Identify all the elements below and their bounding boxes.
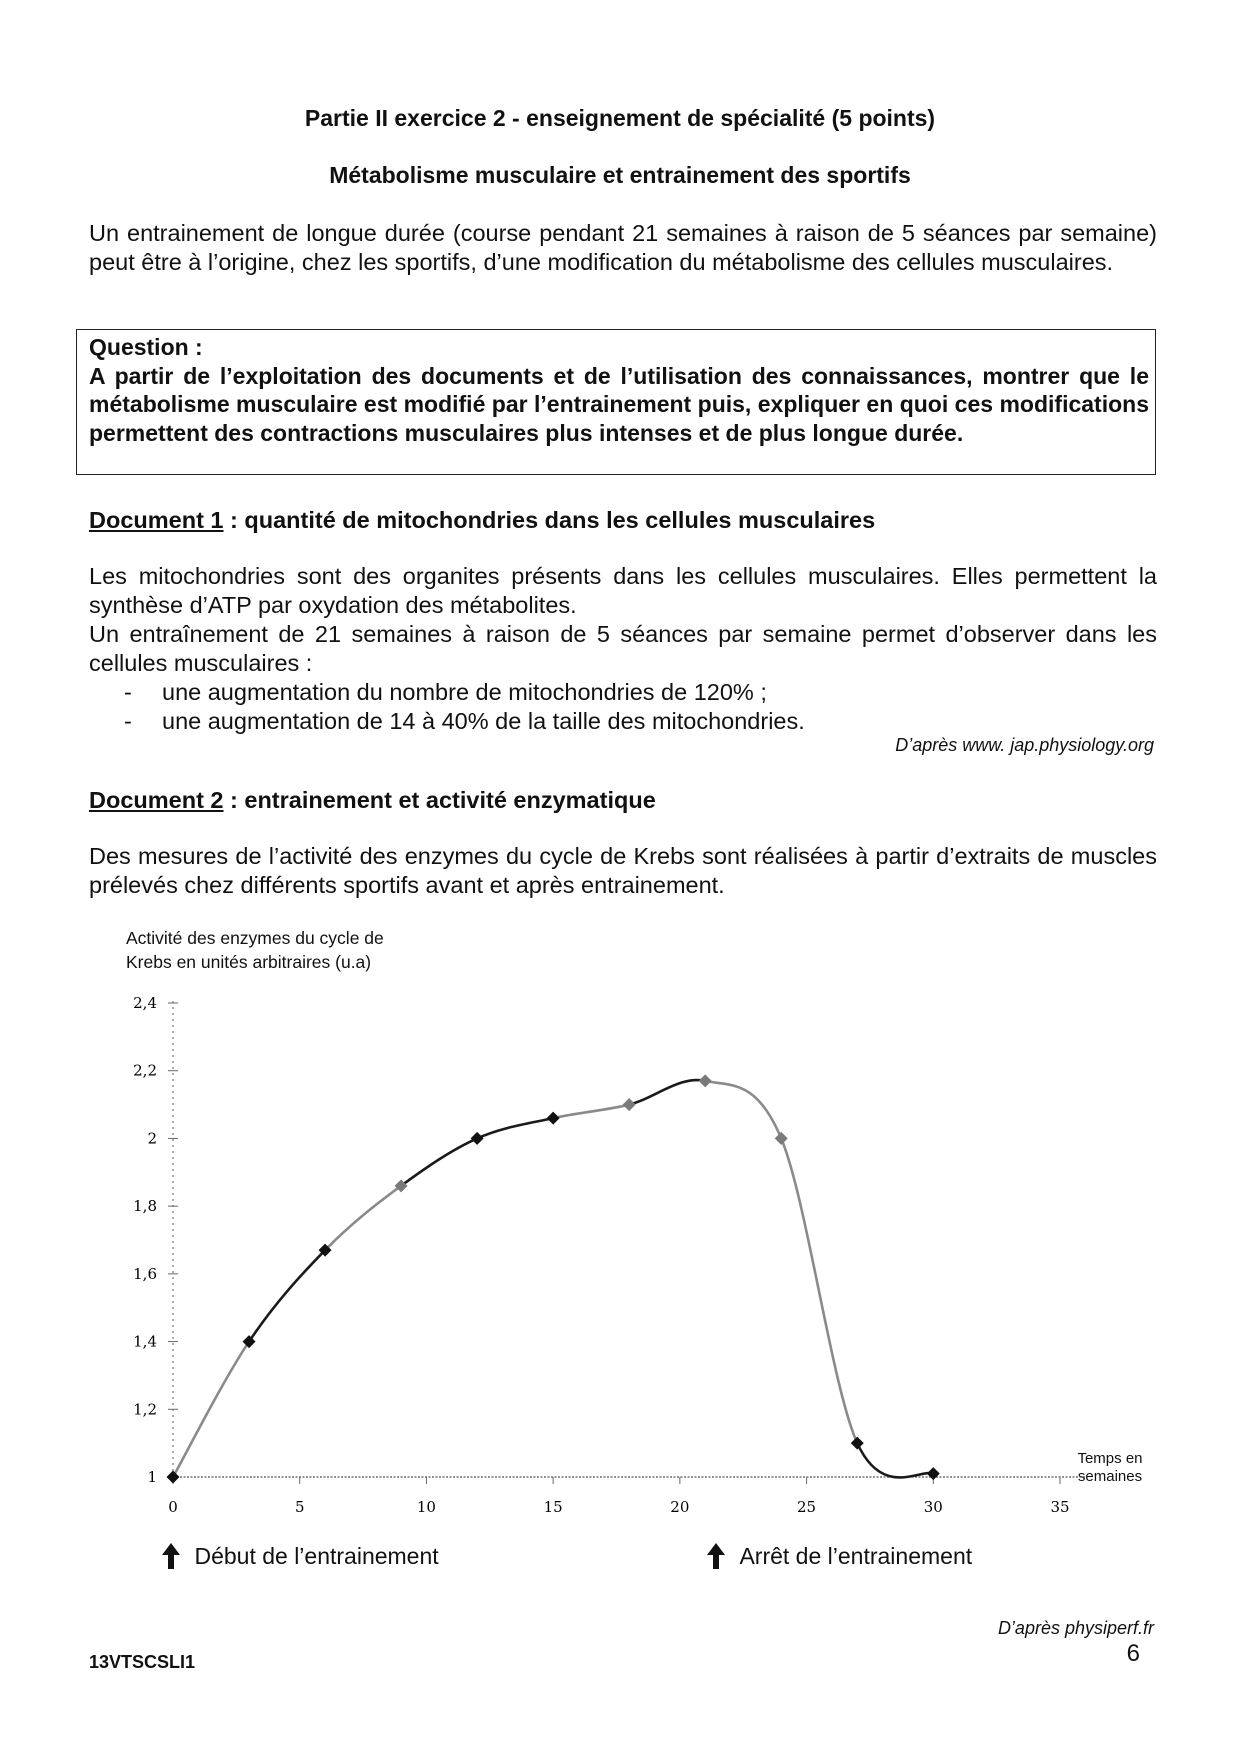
doc1-label: Document 1 (89, 507, 224, 533)
annotation-start-label: Début de l’entrainement (194, 1542, 439, 1569)
y-tick-label: 2 (147, 1129, 157, 1148)
series-line-segment (325, 1186, 401, 1250)
x-tick-label: 0 (168, 1498, 178, 1516)
part-title: Partie II exercice 2 - enseignement de spécialité (5 points) (304, 105, 936, 131)
bullet-marker: - (124, 708, 132, 734)
data-point (851, 1437, 864, 1450)
footer-code: 13VTSCSLI1 (89, 1652, 196, 1672)
bullet-marker: - (124, 679, 132, 705)
series-line-segment (477, 1118, 553, 1138)
annotation-stop-label: Arrêt de l’entrainement (739, 1542, 973, 1569)
x-tick-label: 30 (923, 1498, 943, 1516)
annotation-start (160, 1541, 439, 1571)
x-label-line-2: semaines (1077, 1468, 1143, 1485)
y-label-line-1: Activité des enzymes du cycle de (126, 928, 384, 948)
chart-axes (173, 999, 1085, 1477)
series-line-segment (705, 1081, 781, 1139)
annotation-stop (705, 1541, 972, 1571)
y-tick-label: 1,6 (133, 1264, 157, 1283)
x-label-line-1: Temps en (1077, 1450, 1143, 1467)
doc1-source: D’après www. jap.physiology.org (895, 735, 1154, 755)
y-tick-label: 1,8 (133, 1197, 157, 1216)
doc2-label: Document 2 (89, 787, 224, 813)
doc1-title: : quantité de mitochondries dans les cellules musculaires (223, 507, 876, 533)
doc2-title: : entrainement et activité enzymatique (223, 787, 656, 813)
series-line-segment (173, 1342, 249, 1477)
x-tick-label: 5 (294, 1498, 305, 1516)
doc1-paragraph-1: Les mitochondries sont des organites présents dans les cellules musculaires. Elles permettent la synthèse d’ATP par oxydation des métabolites. (89, 563, 1157, 618)
x-tick-label: 20 (670, 1498, 690, 1516)
data-point (623, 1098, 636, 1111)
chart-ticks (133, 994, 1069, 1516)
up-arrow-icon (160, 1541, 182, 1571)
intro-paragraph: Un entrainement de longue durée (course pendant 21 semaines à raison de 5 séances par semaine) peut être à l’origine, chez les sportifs, d’une modification du métabolisme des cellules musculaires. (89, 220, 1157, 275)
x-tick-label: 10 (416, 1498, 436, 1516)
series-line-segment (249, 1250, 325, 1341)
bullet-text: une augmentation du nombre de mitochondries de 120% ; (162, 679, 767, 705)
x-tick-label: 15 (543, 1498, 563, 1516)
y-tick-label: 1,4 (133, 1332, 157, 1351)
doc2-paragraph: Des mesures de l’activité des enzymes du cycle de Krebs sont réalisées à partir d’extraits de muscles prélevés chez différents sportifs avant et après entrainement. (89, 843, 1157, 898)
question-label: Question : (89, 334, 203, 360)
series-line-segment (629, 1080, 705, 1105)
data-point (927, 1467, 940, 1480)
series-line-segment (857, 1443, 933, 1477)
question-body: A partir de l’exploitation des documents et de l’utilisation des connaissances, montrer que le métabolisme musculaire est modifié par l’entrainement puis, expliquer en quoi ces modifications permettent des contractions musculaires plus intenses et de plus longue durée. (89, 362, 1149, 446)
page-number: 6 (1126, 1640, 1140, 1667)
doc1-paragraph-2: Un entraînement de 21 semaines à raison de 5 séances par semaine permet d’observer dans les cellules musculaires : (89, 621, 1157, 676)
up-arrow-icon (705, 1541, 727, 1571)
bullet-text: une augmentation de 14 à 40% de la taille des mitochondries. (162, 708, 805, 734)
subject-title: Métabolisme musculaire et entrainement des sportifs (329, 162, 911, 188)
y-tick-label: 2,2 (133, 1061, 157, 1080)
series-line-segment (553, 1105, 629, 1119)
doc2-source: D’après physiperf.fr (997, 1618, 1154, 1638)
data-point (699, 1074, 712, 1087)
chart-points (167, 1074, 940, 1483)
data-point (775, 1132, 788, 1145)
data-point (547, 1112, 560, 1125)
series-line-segment (401, 1138, 477, 1185)
data-point (471, 1132, 484, 1145)
y-label-line-2: Krebs en unités arbitraires (u.a) (126, 952, 372, 972)
series-line-segment (781, 1138, 857, 1443)
y-tick-label: 2,4 (133, 994, 157, 1012)
y-tick-label: 1,2 (133, 1400, 157, 1419)
chart-series (173, 1080, 933, 1477)
y-tick-label: 1 (147, 1468, 157, 1486)
x-tick-label: 25 (797, 1498, 817, 1516)
x-tick-label: 35 (1050, 1498, 1070, 1516)
data-point (167, 1471, 180, 1484)
